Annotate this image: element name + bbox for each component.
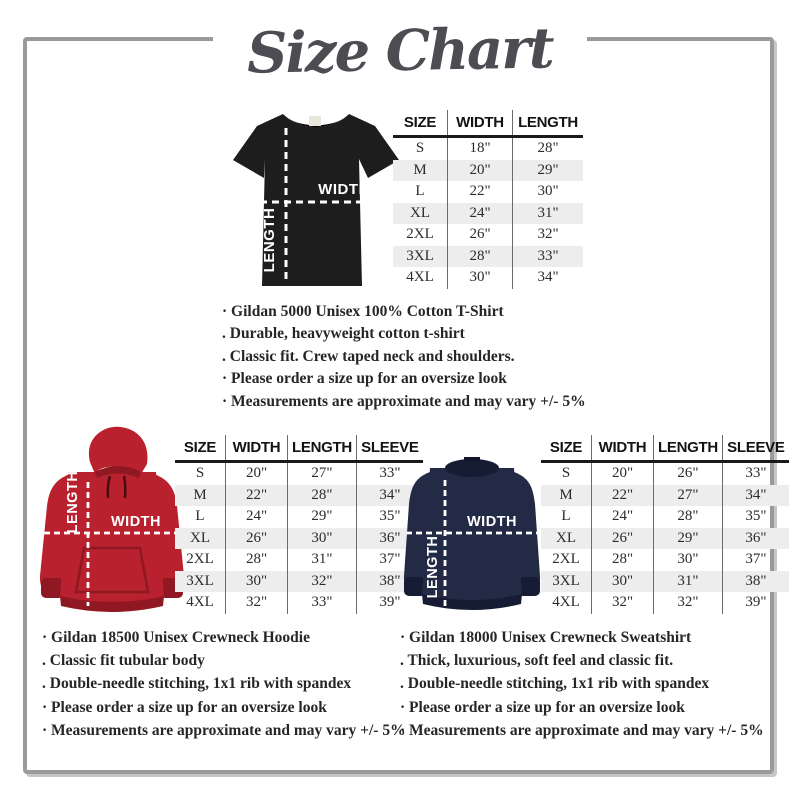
- size-cell: 32": [654, 592, 723, 614]
- size-cell: 30": [226, 571, 288, 593]
- size-cell: 34": [513, 267, 584, 289]
- bullet-line: · Measurements are approximate and may vary +/- 5%: [42, 721, 406, 739]
- size-row: [393, 267, 583, 289]
- size-cell: 2XL: [552, 551, 580, 568]
- size-cell: 27": [288, 462, 357, 485]
- size-cell: 3XL: [186, 572, 214, 589]
- size-cell: 30": [513, 181, 584, 203]
- size-cell: 3XL: [552, 572, 580, 589]
- size-row: [175, 462, 423, 485]
- page-title: Size Chart: [246, 15, 554, 87]
- size-cell: 33": [513, 246, 584, 268]
- tshirt-description: [222, 301, 586, 413]
- size-cell: 24": [592, 506, 654, 528]
- title-area: [213, 10, 587, 92]
- size-cell: XL: [556, 529, 576, 546]
- size-row: [393, 203, 583, 225]
- size-cell: 26": [592, 528, 654, 550]
- size-row: [541, 506, 789, 528]
- size-row: [541, 485, 789, 507]
- size-cell: 32": [226, 592, 288, 614]
- size-cell: M: [193, 486, 207, 503]
- column-header: WIDTH: [592, 435, 654, 462]
- size-cell: 35": [722, 506, 789, 528]
- size-cell: S: [415, 140, 425, 157]
- size-row: [175, 571, 423, 593]
- column-header: SLEEVE: [722, 435, 789, 462]
- size-cell: 36": [722, 528, 789, 550]
- hoodie-drawstring-right: [124, 476, 125, 498]
- size-row: [541, 462, 789, 485]
- size-cell: 33": [722, 462, 789, 485]
- size-cell: 24": [448, 203, 513, 225]
- size-cell: M: [413, 161, 427, 178]
- size-row: [393, 246, 583, 268]
- length-label: LENGTH: [425, 535, 441, 599]
- size-cell: 34": [722, 485, 789, 507]
- size-row: [175, 592, 423, 614]
- size-cell: 2XL: [406, 226, 434, 243]
- size-cell: 31": [288, 549, 357, 571]
- sweatshirt-graphic: [398, 430, 546, 620]
- bullet-line: · Measurements are approximate and may vary +/- 5%: [222, 392, 586, 410]
- bullet-line: · Please order a size up for an oversize look: [400, 698, 685, 716]
- size-cell: 30": [448, 267, 513, 289]
- bullet-line: · Please order a size up for an oversize look: [222, 370, 507, 388]
- column-header: LENGTH: [513, 110, 584, 137]
- size-row: [175, 528, 423, 550]
- size-cell: L: [195, 508, 205, 525]
- size-cell: S: [195, 465, 205, 482]
- length-label: LENGTH: [65, 470, 81, 534]
- size-cell: 4XL: [552, 594, 580, 611]
- size-cell: 32": [513, 224, 584, 246]
- size-cell: 28": [592, 549, 654, 571]
- size-row: [393, 137, 583, 160]
- size-row: [393, 160, 583, 182]
- size-cell: 28": [226, 549, 288, 571]
- size-cell: 20": [592, 462, 654, 485]
- size-cell: 22": [448, 181, 513, 203]
- header-row: [175, 435, 423, 462]
- column-header: SIZE: [175, 435, 226, 462]
- column-header: WIDTH: [226, 435, 288, 462]
- header-row: [393, 110, 583, 137]
- bullet-line: . Thick, luxurious, soft feel and classic fit.: [400, 652, 674, 670]
- size-row: [175, 506, 423, 528]
- size-cell: 30": [592, 571, 654, 593]
- size-cell: 26": [448, 224, 513, 246]
- length-label: LENGTH: [261, 207, 278, 273]
- hoodie-description: [42, 626, 406, 742]
- size-cell: 20": [226, 462, 288, 485]
- size-cell: 4XL: [406, 269, 434, 286]
- size-row: [175, 549, 423, 571]
- size-row: [393, 224, 583, 246]
- size-cell: 28": [448, 246, 513, 268]
- size-cell: 30": [654, 549, 723, 571]
- bullet-line: . Classic fit tubular body: [42, 652, 205, 670]
- bullet-line: · Please order a size up for an oversize look: [42, 698, 327, 716]
- bullet-line: . Classic fit. Crew taped neck and shoulders.: [222, 347, 515, 365]
- bullet-line: · Measurements are approximate and may vary +/- 5%: [400, 721, 764, 739]
- size-cell: 33": [356, 462, 423, 485]
- size-cell: 22": [226, 485, 288, 507]
- column-header: SLEEVE: [356, 435, 423, 462]
- hoodie-graphic: [34, 420, 190, 620]
- size-cell: 28": [513, 137, 584, 160]
- size-cell: 18": [448, 137, 513, 160]
- bullet-line: . Double-needle stitching, 1x1 rib with spandex: [400, 675, 710, 693]
- bullet-line: . Double-needle stitching, 1x1 rib with spandex: [42, 675, 352, 693]
- bullet-line: · Gildan 18000 Unisex Crewneck Sweatshirt: [400, 629, 692, 646]
- size-cell: XL: [190, 529, 210, 546]
- size-cell: S: [561, 465, 571, 482]
- size-cell: 35": [356, 506, 423, 528]
- size-cell: 31": [513, 203, 584, 225]
- size-cell: 3XL: [406, 247, 434, 264]
- width-label: WIDTH: [110, 514, 162, 530]
- size-cell: 37": [722, 549, 789, 571]
- size-cell: XL: [410, 204, 430, 221]
- size-cell: 26": [654, 462, 723, 485]
- size-cell: 32": [288, 571, 357, 593]
- tshirt-body: [233, 114, 399, 286]
- sweatshirt-description: [400, 626, 764, 742]
- size-cell: 28": [654, 506, 723, 528]
- size-cell: 22": [592, 485, 654, 507]
- size-row: [541, 549, 789, 571]
- size-cell: 29": [654, 528, 723, 550]
- bullet-line: . Durable, heavyweight cotton t-shirt: [222, 325, 465, 343]
- tshirt-neck-tag: [309, 116, 321, 126]
- column-header: SIZE: [541, 435, 592, 462]
- tshirt-size-table: [393, 110, 583, 289]
- sweatshirt-collar: [445, 459, 499, 477]
- size-cell: 24": [226, 506, 288, 528]
- size-cell: 36": [356, 528, 423, 550]
- column-header: SIZE: [393, 110, 448, 137]
- size-cell: 39": [722, 592, 789, 614]
- size-cell: 37": [356, 549, 423, 571]
- header-row: [541, 435, 789, 462]
- size-cell: 20": [448, 160, 513, 182]
- size-cell: 32": [592, 592, 654, 614]
- size-cell: 26": [226, 528, 288, 550]
- size-row: [175, 485, 423, 507]
- width-label: WIDTH: [318, 181, 370, 198]
- size-cell: 29": [513, 160, 584, 182]
- size-cell: 34": [356, 485, 423, 507]
- size-cell: 33": [288, 592, 357, 614]
- sweatshirt-size-table: [541, 435, 789, 614]
- size-cell: L: [561, 508, 571, 525]
- sweatshirt-tag: [464, 457, 480, 461]
- column-header: LENGTH: [288, 435, 357, 462]
- column-header: WIDTH: [448, 110, 513, 137]
- size-cell: 27": [654, 485, 723, 507]
- size-cell: L: [415, 183, 425, 200]
- size-cell: 30": [288, 528, 357, 550]
- bullet-line: · Gildan 18500 Unisex Crewneck Hoodie: [42, 629, 310, 646]
- bullet-line: · Gildan 5000 Unisex 100% Cotton T-Shirt: [222, 303, 504, 320]
- size-cell: 38": [356, 571, 423, 593]
- size-row: [541, 592, 789, 614]
- size-cell: 2XL: [186, 551, 214, 568]
- size-cell: 39": [356, 592, 423, 614]
- size-cell: 29": [288, 506, 357, 528]
- size-row: [541, 571, 789, 593]
- size-cell: 4XL: [186, 594, 214, 611]
- size-cell: 28": [288, 485, 357, 507]
- width-label: WIDTH: [466, 514, 518, 530]
- column-header: LENGTH: [654, 435, 723, 462]
- size-cell: 38": [722, 571, 789, 593]
- size-cell: M: [559, 486, 573, 503]
- size-row: [393, 181, 583, 203]
- size-cell: 31": [654, 571, 723, 593]
- hoodie-size-table: [175, 435, 423, 614]
- size-row: [541, 528, 789, 550]
- tshirt-graphic: [232, 100, 400, 296]
